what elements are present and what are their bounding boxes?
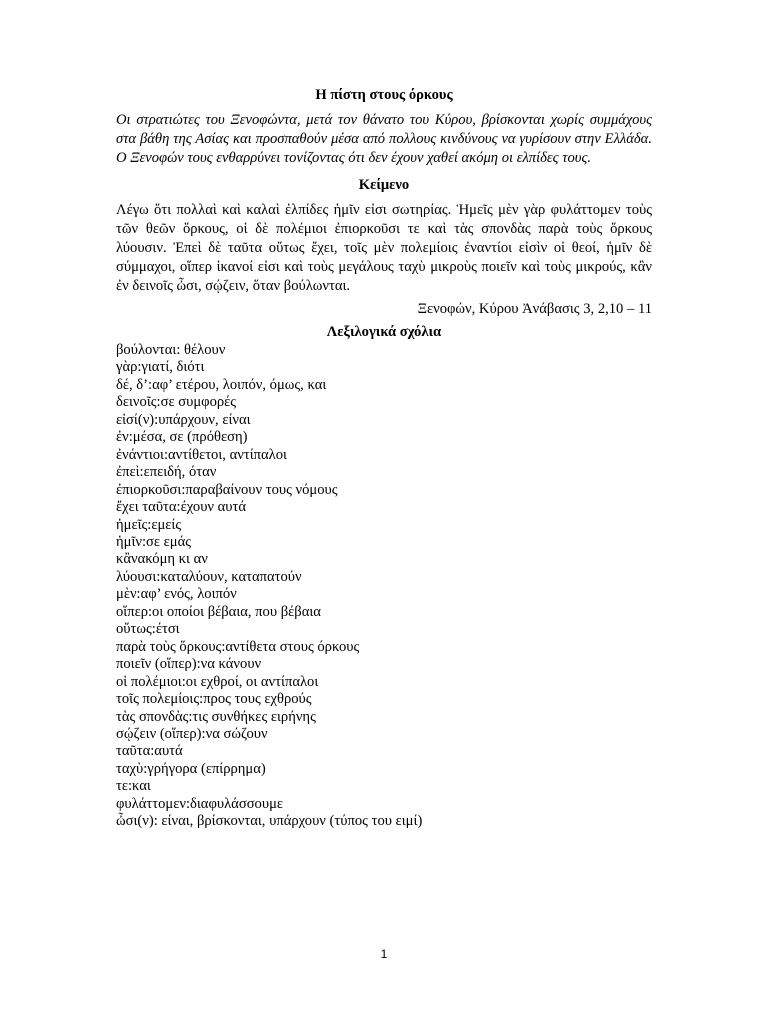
glossary-entry: ἐν:μέσα, σε (πρόθεση)	[116, 429, 248, 446]
glossary-entry: βούλονται: θέλουν	[116, 342, 226, 358]
glossary-entry: δεινοῖς:σε συμφορές	[116, 394, 237, 411]
glossary-entry: μὲν:αφ’ ενός, λοιπόν	[116, 586, 237, 603]
glossary-entry: ταῦτα:αυτά	[116, 743, 183, 760]
glossary-entry: ἐπιορκοῦσι:παραβαίνουν τους νόμους	[116, 481, 338, 498]
glossary-entry: ἔχει ταῦτα:έχουν αυτά	[116, 499, 247, 516]
glossary-entry: τὰς σπονδὰς:τις συνθήκες ειρήνης	[116, 708, 316, 725]
glossary-entry: ἡμῖν:σε εμάς	[116, 533, 192, 550]
glossary-entry: φυλάττομεν:διαφυλάσσουμε	[116, 795, 284, 812]
glossary-entry: ὦσι(ν): είναι, βρίσκονται, υπάρχουν (τύπος του ειμί)	[116, 813, 423, 830]
document-page	[116, 86, 652, 831]
glossary-entry: λύουσι:καταλύουν, καταπατούν	[116, 568, 302, 585]
ancient-text-paragraph: Λέγω ὅτι πολλαὶ καὶ καλαὶ ἐλπίδες ἡμῖν εἰσι σωτηρίας. Ἡμεῖς μὲν γὰρ φυλάττομεν τοὺς τῶν θεῶν ὅρκους, οἱ δὲ πολέμιοι ἐπιορκοῦσι τε καὶ τὰς σπονδὰς παρὰ τοὺς ὅρκους λύουσιν. Ἐπεὶ δὲ ταῦτα οὕτως ἔχει, τοῖς μὲν πολεμίοις ἐναντίοι εἰσὶν οἱ θεοί, ἡμῖν δὲ σύμμαχοι, οἵπερ ἱκανοί εἰσι καὶ τοὺς μεγάλους ταχὺ μικροὺς ποιεῖν καὶ τοὺς μικρούς, κἂν ἐν δεινοῖς ὦσι, σῴζειν, ὅταν βούλωνται.	[116, 202, 652, 294]
glossary-list	[116, 342, 652, 831]
text-heading: Κείμενο	[358, 177, 410, 193]
document-title: Η πίστη στους όρκους	[315, 87, 453, 103]
intro-paragraph: Οι στρατιώτες του Ξενοφώντα, μετά τον θάνατο του Κύρου, βρίσκονται χωρίς συμμάχους στα βάθη της Ασίας και προσπαθούν μέσα από πολλους κινδύνους να γυρίσουν στην Ελλάδα. Ο Ξενοφών τους ενθαρρύνει τονίζοντας ότι δεν έχουν χαθεί ακόμη οι ελπίδες τους.	[116, 112, 652, 166]
glossary-entry: δέ, δ’:αφ’ ετέρου, λοιπόν, όμως, και	[116, 376, 327, 393]
glossary-entry: κἂνακόμη κι αν	[116, 551, 208, 568]
glossary-heading: Λεξιλογικά σχόλια	[326, 324, 442, 340]
glossary-entry: ἡμεῖς:εμείς	[116, 516, 182, 533]
glossary-entry: ἐνάντιοι:αντίθετοι, αντίπαλοι	[116, 446, 287, 463]
page-number: 1	[380, 947, 388, 961]
glossary-entry: ἐπεὶ:επειδή, όταν	[116, 464, 217, 481]
glossary-entry: σῴζειν (οἵπερ):να σώζουν	[116, 725, 268, 742]
glossary-entry: οἵπερ:οι οποίοι βέβαια, που βέβαια	[116, 603, 321, 620]
glossary-entry: τε:και	[116, 778, 151, 795]
glossary-entry: ταχὺ:γρήγορα (επίρρημα)	[116, 760, 266, 777]
source-citation: Ξενοφών, Κύρου Ἀνάβασις 3, 2,10 – 11	[417, 301, 652, 317]
glossary-entry: παρὰ τοὺς ὅρκους:αντίθετα στους όρκους	[116, 638, 360, 655]
glossary-entry: οἱ πολέμιοι:οι εχθροί, οι αντίπαλοι	[116, 673, 319, 690]
glossary-entry: τοῖς πολεμίοις:προς τους εχθρούς	[116, 691, 312, 708]
glossary-entry: γὰρ:γιατί, διότι	[116, 359, 205, 376]
glossary-entry: ποιεῖν (οἵπερ):να κάνουν	[116, 656, 262, 673]
glossary-entry: εἰσί(ν):υπάρχουν, είναι	[116, 411, 251, 428]
glossary-entry: οὕτως:έτσι	[116, 621, 180, 638]
